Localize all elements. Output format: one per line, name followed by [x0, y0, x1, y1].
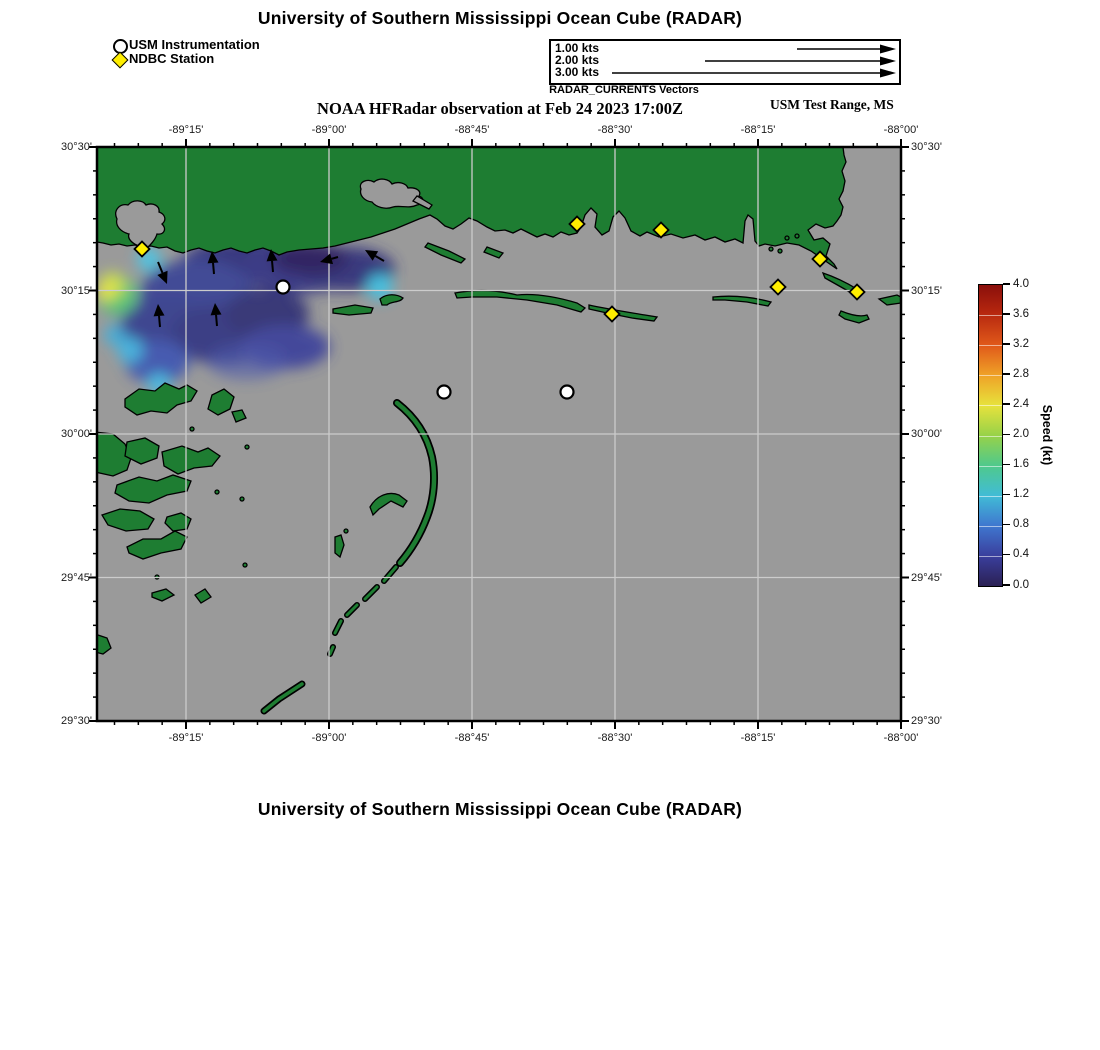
ndbc-station-icon — [112, 52, 129, 69]
vector-scale-3kt: 3.00 kts — [555, 65, 600, 79]
usm-legend-label: USM Instrumentation — [129, 37, 260, 52]
vector-scale-1kt: 1.00 kts — [555, 41, 600, 55]
observation-subtitle: NOAA HFRadar observation at Feb 24 2023 17:00Z — [317, 99, 683, 118]
usm-instrumentation-marker[interactable] — [438, 386, 451, 399]
page-title: University of Southern Mississippi Ocean Cube (RADAR) — [257, 8, 743, 28]
page: University of Southern Mississippi Ocean Cube (RADAR) USM Instrumentation NDBC Station 1.00 kts 2.00 kts 3.00 kts RADAR_CURRENTS Vectors NOAA HFRadar observation at Feb 24 2023 17:00Z USM Test Range, MS -89°15' -89°00' -88°45' -88°30' -88°15' -88°00' -89°15' -89°00' -88°45' -88°30' -88°15' -88°00' 30°30' 30°15' 30°00' 29°45' 29°30' 30°30' 30°15' 30°00' 29°45' 29°30' 4.0 3.6 3.2 2.8 2.4 2.0 1.6 1.2 0.8 0.4 0.0 Speed (kt) University of Southern Mississippi Ocean Cube (RADAR) — [0, 0, 1100, 1050]
speed-colorbar — [978, 284, 1003, 587]
vector-scale-arrows-icon — [551, 41, 899, 83]
ndbc-legend-label: NDBC Station — [129, 51, 215, 66]
usm-instrumentation-marker[interactable] — [561, 386, 574, 399]
test-range-label: USM Test Range, MS — [770, 97, 894, 112]
vector-scale-caption: RADAR_CURRENTS Vectors — [549, 84, 699, 96]
map-canvas[interactable] — [85, 135, 913, 733]
colorbar-title: Speed (kt) — [1040, 404, 1054, 466]
bottom-page-title: University of Southern Mississippi Ocean Cube (RADAR) — [257, 799, 743, 819]
vector-scale-2kt: 2.00 kts — [555, 53, 600, 67]
vector-scale-box — [549, 39, 901, 85]
usm-instrumentation-marker[interactable] — [277, 281, 290, 294]
